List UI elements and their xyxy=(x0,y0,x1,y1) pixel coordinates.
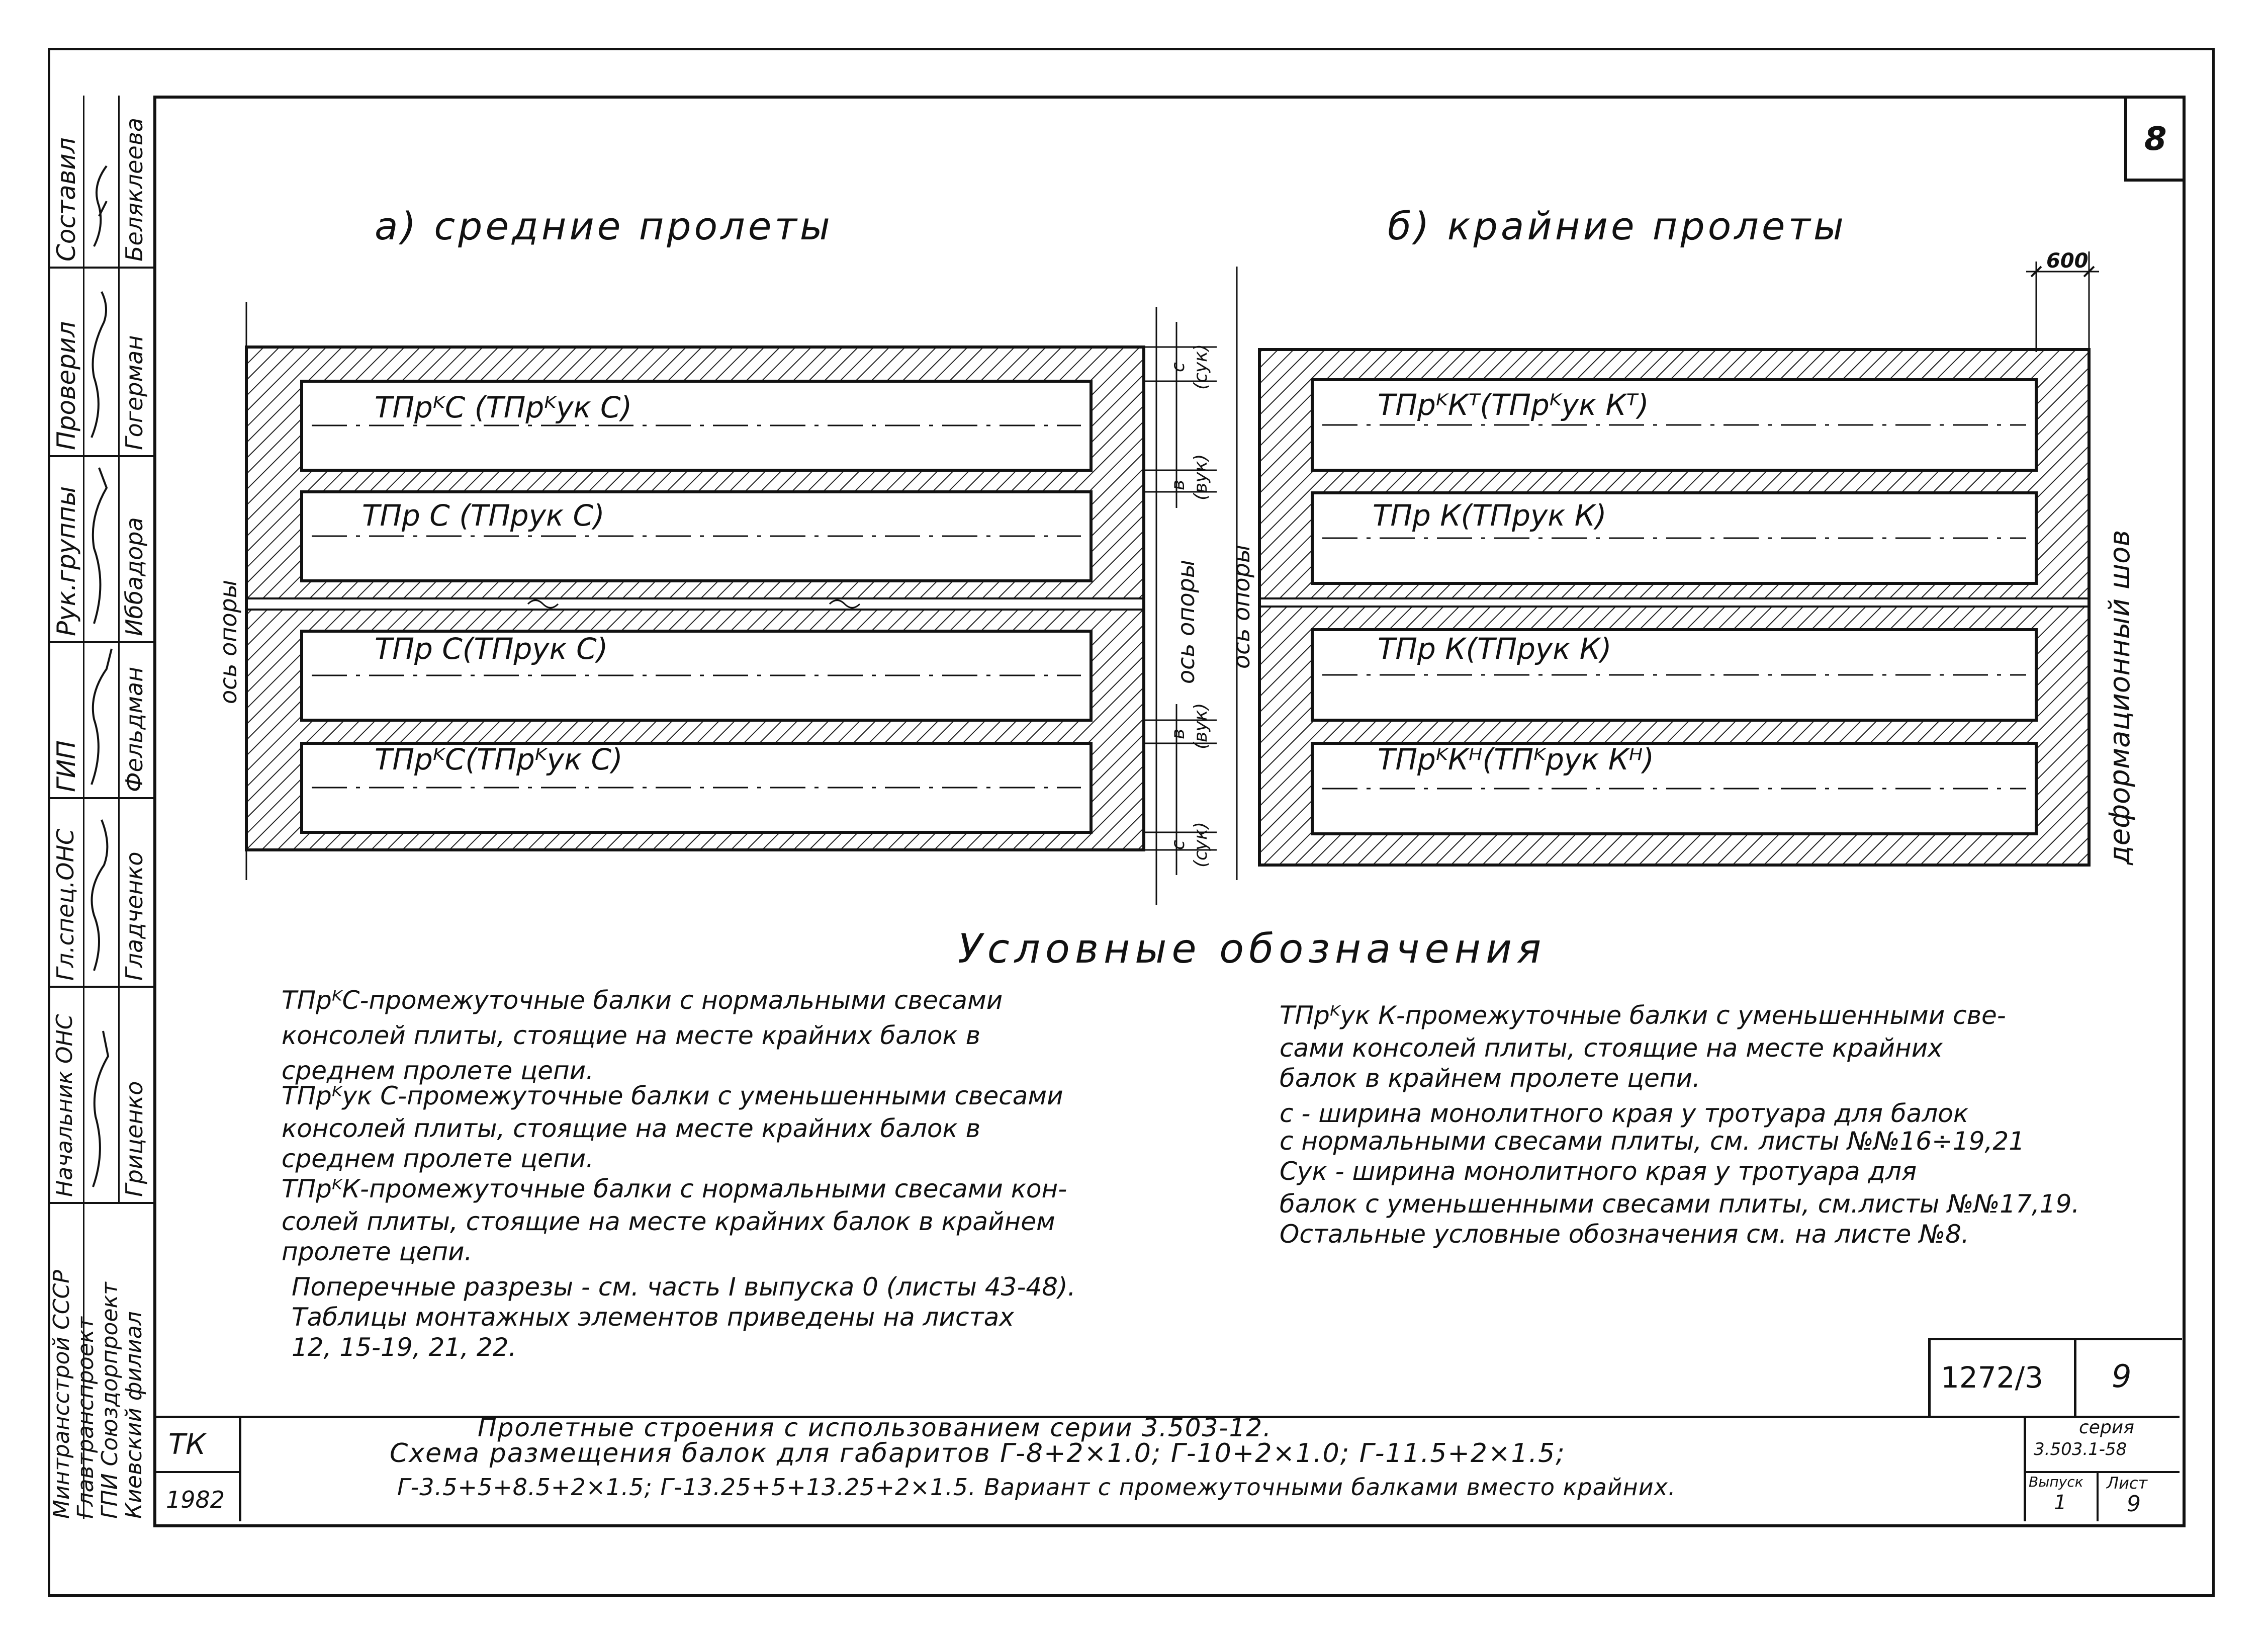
left-beam-label-2: ТПр С (ТПрук С) xyxy=(362,498,605,533)
dim-600: 600 xyxy=(2046,249,2089,273)
right-seam xyxy=(1261,598,2088,607)
legend-left-line: солей плиты, стоящие на месте крайних балок в крайнем xyxy=(282,1207,1055,1236)
legend-left-line: Таблицы монтажных элементов приведены на листах xyxy=(292,1303,1014,1332)
left-beam-label-4: ТПрᴷС(ТПрᴷук С) xyxy=(375,742,623,777)
stamp-role-6: Начальник ОНС xyxy=(52,1014,77,1197)
left-seam xyxy=(248,598,1142,610)
legend-left-line: консолей плиты, стоящие на месте крайних балок в xyxy=(282,1114,981,1143)
stamp-role-3: Рук.группы xyxy=(52,486,81,636)
series-label: серия xyxy=(2079,1417,2134,1438)
legend-left-line: ТПрᴷК-промежуточные балки с нормальными свесами кон- xyxy=(282,1174,1067,1203)
legend-left-line: консолей плиты, стоящие на месте крайних балок в xyxy=(282,1021,981,1050)
legend-left-line: ТПрᴷук С-промежуточные балки с уменьшенными свесами xyxy=(282,1081,1063,1110)
dim-cuk-bottom: (сук) xyxy=(1191,822,1211,868)
sheet-label: Лист xyxy=(2107,1474,2148,1493)
legend-right-line: ТПрᴷук К-промежуточные балки с уменьшенными све- xyxy=(1280,1001,2006,1030)
left-section-title: а) средние пролеты xyxy=(375,204,833,248)
series-value: 3.503.1-58 xyxy=(2034,1439,2127,1459)
legend-right-line: балок с уменьшенными свесами плиты, см.листы №№17,19. xyxy=(1280,1189,2080,1219)
deformation-joint-label: деформационный шов xyxy=(2104,530,2136,865)
legend-right-line: Остальные условные обозначения см. на листе №8. xyxy=(1280,1220,1969,1249)
title-block-code: 1272/3 xyxy=(1941,1360,2044,1395)
stamp-org-4: Киевский филиал xyxy=(121,1311,147,1519)
stamp-role-4: ГИП xyxy=(52,740,81,792)
stamp-role-1: Составил xyxy=(52,137,81,262)
stamp-role-5: Гл.спец.ОНС xyxy=(52,828,79,981)
dim-c-bottom: с xyxy=(1168,840,1189,850)
legend-right-line: балок в крайнем пролете цепи. xyxy=(1280,1064,1701,1093)
right-beam-label-1: ТПрᴷКᵀ(ТПрᴷук Кᵀ) xyxy=(1378,388,1649,422)
axis-label-middle: ось опоры xyxy=(1172,559,1200,684)
stamp-name-5: Гладченко xyxy=(121,851,148,981)
legend-left-line: ТПрᴷС-промежуточные балки с нормальными свесами xyxy=(282,986,1003,1015)
title-block-line2: Схема размещения балок для габаритов Г-8+2×1.0; Г-10+2×1.0; Г-11.5+2×1.5; xyxy=(390,1438,1566,1469)
issue-label: Выпуск xyxy=(2029,1474,2083,1490)
right-drawing xyxy=(1237,251,2099,880)
title-block-right-divider xyxy=(2024,1416,2026,1521)
title-block-line1: Пролетные строения с использованием серии 3.503-12. xyxy=(478,1413,1272,1442)
stamp-org-2: Главтранспроект xyxy=(73,1317,99,1519)
legend-left-line: среднем пролете цепи. xyxy=(282,1144,594,1173)
title-block-line3: Г-3.5+5+8.5+2×1.5; Г-13.25+5+13.25+2×1.5. Вариант с промежуточными балками вместо крайних. xyxy=(397,1474,1676,1501)
title-block-right-mid-rule xyxy=(2024,1471,2180,1473)
dim-c-top: с xyxy=(1168,362,1189,372)
stamp-name-2: Гогерман xyxy=(121,335,148,450)
legend-left-line: 12, 15-19, 21, 22. xyxy=(292,1333,517,1362)
sheet-number-top: 8 xyxy=(2144,121,2167,158)
legend-left-line: Поперечные разрезы - см. часть I выпуска 0 (листы 43-48). xyxy=(292,1272,1076,1302)
dim-buk-top: (вук) xyxy=(1191,454,1211,500)
title-block-left-divider xyxy=(239,1416,241,1521)
legend-right-line: сами консолей плиты, стоящие на месте крайних xyxy=(1280,1033,1943,1063)
legend-title: Условные обозначения xyxy=(958,925,1547,972)
stamp-role-2: Проверил xyxy=(52,321,81,450)
axis-label-left: ось опоры xyxy=(215,579,242,704)
stamp-name-1: Беляклеева xyxy=(121,117,148,262)
stamp-name-3: Иббадора xyxy=(121,517,148,636)
dim-b-top: в xyxy=(1168,479,1189,490)
left-beam-label-3: ТПр С(ТПрук С) xyxy=(375,632,608,666)
right-beam-label-2: ТПр К(ТПрук К) xyxy=(1373,498,1607,533)
title-block-year: 1982 xyxy=(166,1486,225,1513)
dim-b-bottom: в xyxy=(1168,728,1189,739)
legend-left-line: среднем пролете цепи. xyxy=(282,1056,594,1085)
title-block-left-mid-rule xyxy=(153,1471,241,1473)
axis-label-right: ось опоры xyxy=(1228,544,1255,669)
legend-left-line: пролете цепи. xyxy=(282,1237,473,1266)
stamp-org-1: Минтрансстрой СССР xyxy=(49,1270,74,1519)
stamp-name-4: Фельдман xyxy=(121,666,148,792)
issue-value: 1 xyxy=(2054,1491,2067,1514)
legend-right-line: Сук - ширина монолитного края у тротуара для xyxy=(1280,1157,1917,1186)
right-section-title: б) крайние пролеты xyxy=(1388,204,1847,248)
dim-cuk-top: (сук) xyxy=(1191,344,1211,390)
legend-right-line: с - ширина монолитного края у тротуара для балок xyxy=(1280,1099,1969,1128)
dim-buk-bottom: (вук) xyxy=(1191,703,1211,749)
right-beam-label-4: ТПрᴷКᴴ(ТПᴷрук Кᴴ) xyxy=(1378,742,1654,777)
title-block-sheet-big: 9 xyxy=(2112,1358,2132,1395)
title-block-issue-divider xyxy=(2097,1471,2099,1521)
stamp-org-3: ГПИ Союздорпроект xyxy=(97,1282,123,1519)
legend-right-line: с нормальными свесами плиты, см. листы №№16÷19,21 xyxy=(1280,1127,2025,1156)
right-beam-label-3: ТПр К(ТПрук К) xyxy=(1378,632,1612,666)
sheet-value: 9 xyxy=(2127,1491,2141,1517)
title-block-tk: ТК xyxy=(168,1428,206,1461)
stamp-name-6: Гриценко xyxy=(121,1081,148,1197)
left-beam-label-1: ТПрᴷС (ТПрᴷук С) xyxy=(375,390,632,424)
